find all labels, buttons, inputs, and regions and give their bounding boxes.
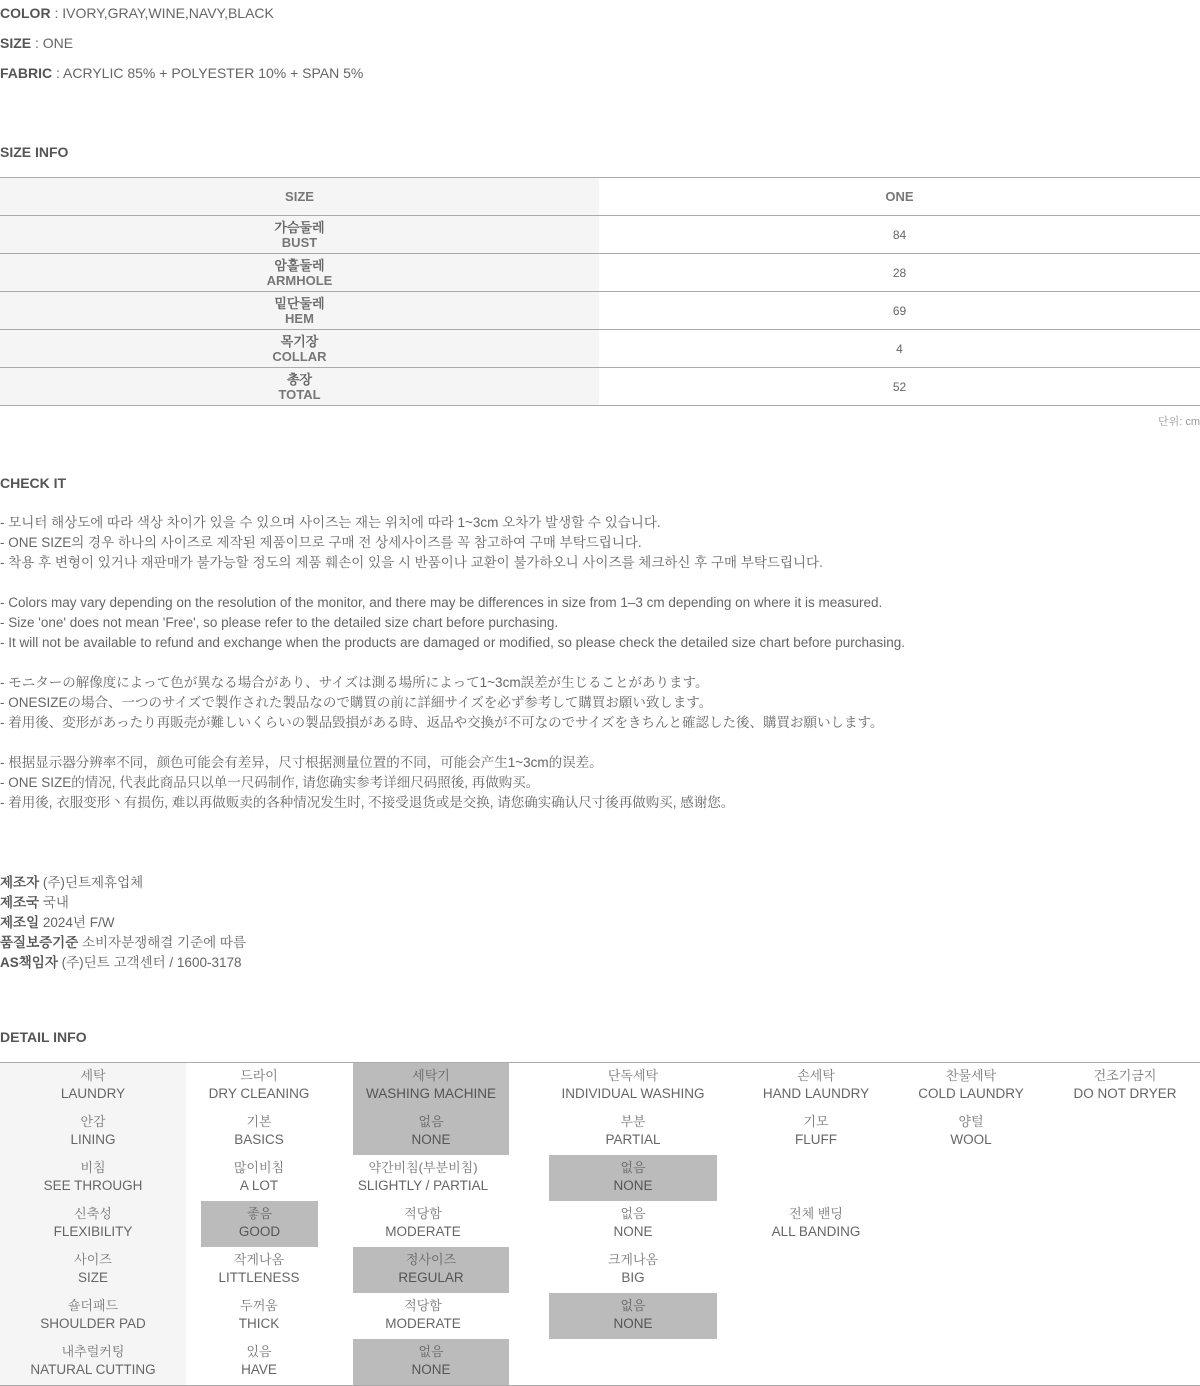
detail-option [186, 1063, 332, 1109]
detail-row-label [0, 1155, 186, 1201]
detail-row [0, 1247, 1200, 1293]
size-row-label [0, 330, 599, 368]
detail-ko: 세탁기 [412, 1068, 450, 1083]
detail-ko: 크게나옴 [607, 1252, 659, 1267]
size-row-en: ARMHOLE [266, 272, 333, 288]
detail-option [540, 1109, 726, 1155]
size-row-value: 28 [599, 254, 1200, 292]
detail-ko: 내추럴커팅 [61, 1344, 125, 1359]
detail-option [338, 1293, 508, 1339]
size-row-ko: 암홀둘레 [274, 257, 325, 273]
detail-en: ALL BANDING [771, 1224, 861, 1239]
detail-ko: 많이비침 [233, 1160, 285, 1175]
check-line: - 着用後、変形があったり再販売が難しいくらいの製品毀損がある時、返品や交換が不可なのでサイズをきちんと確認した後、購買お願いします。 [0, 715, 884, 730]
table-row [0, 216, 1200, 254]
maker-line [0, 873, 246, 893]
check-line: - 착용 후 변형이 있거나 재판매가 불가능할 정도의 제품 훼손이 있을 시 반품이나 교환이 불가하오니 사이즈를 체크하신 후 구매 부탁드립니다. [0, 555, 823, 570]
detail-ko: 신축성 [74, 1206, 112, 1221]
size-row-label [0, 292, 599, 330]
spec-value: : ACRYLIC 85% + POLYESTER 10% + SPAN 5% [52, 65, 364, 81]
detail-en: REGULAR [398, 1270, 464, 1285]
size-row-label [0, 254, 599, 292]
size-row-value: 69 [599, 292, 1200, 330]
detail-row [0, 1293, 1200, 1339]
detail-ko: 기본 [246, 1114, 272, 1129]
check-line: - ONE SIZE的情况, 代表此商品只以单一尺码制作, 请您确实参考详细尺码照後, 再做购买。 [0, 775, 540, 790]
detail-en: MODERATE [385, 1316, 461, 1331]
detail-en: FLEXIBILITY [53, 1224, 133, 1239]
table-row [0, 254, 1200, 292]
check-line: - Colors may vary depending on the resolution of the monitor, and there may be differences in size from 1–3 cm depending on where it is measured. [0, 595, 883, 610]
detail-ko: 사이즈 [74, 1252, 112, 1267]
detail-en: HAND LAUNDRY [762, 1086, 870, 1101]
size-info-title: SIZE INFO [0, 144, 69, 160]
spec-label: COLOR [0, 5, 51, 21]
check-line [0, 733, 905, 753]
size-row-label [0, 368, 599, 406]
detail-en: FLUFF [795, 1132, 837, 1147]
detail-row-label [0, 1293, 186, 1339]
size-row-ko: 가슴둘레 [274, 219, 325, 235]
detail-en: LINING [70, 1132, 116, 1147]
spec-value: : IVORY,GRAY,WINE,NAVY,BLACK [50, 5, 274, 21]
detail-en: MODERATE [385, 1224, 461, 1239]
size-table [0, 177, 1200, 406]
size-row-ko: 밑단둘레 [274, 295, 325, 311]
detail-en: BIG [621, 1270, 645, 1285]
size-header-value: ONE [599, 178, 1200, 216]
detail-en: BASICS [234, 1132, 284, 1147]
detail-option-selected [353, 1247, 509, 1293]
detail-en: WASHING MACHINE [365, 1086, 496, 1101]
check-line [0, 653, 905, 673]
detail-option [731, 1201, 901, 1247]
size-table-header [0, 178, 1200, 216]
check-it-title: CHECK IT [0, 475, 67, 491]
maker-label: 제조일 [0, 915, 40, 930]
detail-en: HAVE [241, 1362, 277, 1377]
detail-en: SEE THROUGH [43, 1178, 143, 1193]
detail-option [1050, 1063, 1200, 1109]
detail-row [0, 1339, 1200, 1385]
check-line: - It will not be available to refund and exchange when the products are damaged or modified, so please check the detailed size chart before purchasing. [0, 635, 906, 650]
detail-row-label [0, 1201, 186, 1247]
detail-en: WOOL [950, 1132, 992, 1147]
detail-en: COLD LAUNDRY [918, 1086, 1024, 1101]
size-header-label: SIZE [0, 178, 599, 216]
spec-label: FABRIC [0, 65, 53, 81]
spec-size [0, 35, 73, 51]
size-row-en: HEM [285, 310, 314, 326]
table-row [0, 330, 1200, 368]
detail-ko: 적당함 [404, 1206, 442, 1221]
detail-option-selected [549, 1155, 717, 1201]
detail-row [0, 1109, 1200, 1155]
detail-en: A LOT [239, 1178, 279, 1193]
detail-en: SHOULDER PAD [40, 1316, 146, 1331]
detail-ko: 드라이 [240, 1068, 278, 1083]
spec-label: SIZE [0, 35, 32, 51]
detail-en: LAUNDRY [60, 1086, 126, 1101]
detail-en: PARTIAL [605, 1132, 661, 1147]
detail-option [186, 1247, 332, 1293]
detail-ko: 손세탁 [797, 1068, 835, 1083]
detail-option [338, 1201, 508, 1247]
detail-ko: 찬물세탁 [945, 1068, 997, 1083]
maker-value: (주)딘트 고객센터 / 1600-3178 [57, 955, 242, 970]
detail-ko: 양털 [958, 1114, 984, 1129]
detail-ko: 없음 [418, 1344, 444, 1359]
detail-en: NONE [613, 1316, 653, 1331]
size-row-value: 4 [599, 330, 1200, 368]
detail-en: DRY CLEANING [208, 1086, 310, 1101]
detail-ko: 약간비침(부분비침) [368, 1160, 478, 1175]
detail-option [540, 1201, 726, 1247]
spec-value: : ONE [31, 35, 74, 51]
maker-line [0, 953, 246, 973]
detail-ko: 없음 [620, 1206, 646, 1221]
size-row-ko: 목기장 [280, 333, 319, 349]
detail-ko: 부분 [620, 1114, 646, 1129]
detail-ko: 좋음 [246, 1206, 273, 1221]
maker-label: 제조국 [0, 895, 40, 910]
check-line: - モニターの解像度によって色が異なる場合があり、サイズは測る場所によって1~3cm誤差が生じることがあります。 [0, 675, 709, 690]
detail-en: SLIGHTLY / PARTIAL [357, 1178, 489, 1193]
detail-en: GOOD [238, 1224, 281, 1239]
check-line: - 根据显示器分辨率不同，颜色可能会有差异，尺寸根据测量位置的不同，可能会产生1~3cm的误差。 [0, 755, 603, 770]
manufacturer-info [0, 873, 246, 973]
detail-option-selected [353, 1109, 509, 1155]
detail-option [731, 1063, 901, 1109]
detail-option [731, 1109, 901, 1155]
maker-line [0, 933, 246, 953]
detail-option-selected [201, 1201, 318, 1247]
detail-option [186, 1339, 332, 1385]
check-line: - Size 'one' does not mean 'Free', so please refer to the detailed size chart before purchasing. [0, 615, 559, 630]
detail-ko: 비침 [80, 1160, 106, 1175]
maker-line [0, 913, 246, 933]
detail-row [0, 1201, 1200, 1247]
detail-option [338, 1155, 508, 1201]
maker-value: 소비자분쟁해결 기준에 따름 [78, 935, 246, 950]
detail-option-selected [353, 1063, 509, 1109]
detail-option-selected [549, 1293, 717, 1339]
maker-label: 품질보증기준 [0, 935, 79, 950]
detail-ko: 정사이즈 [405, 1252, 457, 1267]
size-row-en: BUST [281, 234, 318, 250]
table-row [0, 368, 1200, 406]
check-it-notes [0, 513, 905, 813]
detail-option [893, 1109, 1049, 1155]
detail-en: SIZE [77, 1270, 108, 1285]
size-row-en: TOTAL [278, 386, 321, 402]
check-line: - ONESIZEの場合、一つのサイズで製作された製品なので購買の前に詳細サイズを必ず参考して購買お願い致します。 [0, 695, 713, 710]
detail-ko: 세탁 [80, 1068, 106, 1083]
detail-en: INDIVIDUAL WASHING [561, 1086, 705, 1101]
detail-ko: 없음 [620, 1298, 646, 1313]
size-row-label [0, 216, 599, 254]
detail-row-label [0, 1339, 186, 1385]
maker-label: AS책임자 [0, 955, 58, 970]
detail-ko: 작게나옴 [233, 1252, 285, 1267]
size-row-ko: 총장 [286, 371, 313, 387]
maker-line [0, 893, 246, 913]
check-line: - ONE SIZE의 경우 하나의 사이즈로 제작된 제품이므로 구매 전 상세사이즈를 꼭 참고하여 구매 부탁드립니다. [0, 535, 642, 550]
check-line: - 모니터 해상도에 따라 색상 차이가 있을 수 있으며 사이즈는 재는 위치에 따라 1~3cm 오차가 발생할 수 있습니다. [0, 515, 661, 530]
table-row [0, 292, 1200, 330]
detail-option [540, 1247, 726, 1293]
detail-ko: 적당함 [404, 1298, 442, 1313]
detail-row-label [0, 1109, 186, 1155]
detail-ko: 있음 [246, 1344, 272, 1359]
spec-color [0, 5, 274, 21]
detail-ko: 숄더패드 [67, 1298, 119, 1313]
detail-ko: 단독세탁 [607, 1068, 659, 1083]
maker-value: (주)딘트제휴업체 [39, 875, 144, 890]
size-row-en: COLLAR [272, 348, 327, 364]
detail-ko: 기모 [803, 1114, 829, 1129]
detail-table [0, 1062, 1200, 1386]
detail-option-selected [353, 1339, 509, 1385]
detail-ko: 전체 밴딩 [789, 1206, 843, 1221]
detail-row [0, 1155, 1200, 1201]
spec-fabric [0, 65, 363, 81]
size-row-value: 52 [599, 368, 1200, 406]
detail-row [0, 1063, 1200, 1109]
detail-row-label [0, 1063, 186, 1109]
detail-en: THICK [238, 1316, 280, 1331]
detail-en: LITTLENESS [218, 1270, 300, 1285]
detail-info-title: DETAIL INFO [0, 1029, 87, 1045]
detail-ko: 두꺼움 [240, 1298, 278, 1313]
maker-value: 국내 [39, 895, 69, 910]
detail-option [186, 1155, 332, 1201]
detail-en: NONE [613, 1224, 653, 1239]
detail-option [186, 1109, 332, 1155]
maker-value: 2024년 F/W [39, 915, 115, 930]
detail-row-label [0, 1247, 186, 1293]
detail-ko: 없음 [620, 1160, 646, 1175]
detail-en: NONE [613, 1178, 653, 1193]
detail-option [186, 1293, 332, 1339]
size-unit-note: 단위: cm [1157, 416, 1200, 428]
detail-option [540, 1063, 726, 1109]
detail-option [893, 1063, 1049, 1109]
size-row-value: 84 [599, 216, 1200, 254]
detail-en: NATURAL CUTTING [30, 1362, 156, 1377]
maker-label: 제조자 [0, 875, 40, 890]
detail-ko: 안감 [80, 1114, 106, 1129]
detail-en: NONE [411, 1132, 451, 1147]
detail-ko: 건조기금지 [1093, 1068, 1157, 1083]
check-line: - 着用後, 衣服变形丶有损伤, 难以再做贩卖的各种情况发生时, 不接受退货或是交换, 请您确实确认尺寸後再做购买, 感谢您。 [0, 795, 735, 810]
detail-ko: 없음 [418, 1114, 444, 1129]
check-line [0, 573, 905, 593]
detail-en: NONE [411, 1362, 451, 1377]
detail-en: DO NOT DRYER [1073, 1086, 1177, 1101]
